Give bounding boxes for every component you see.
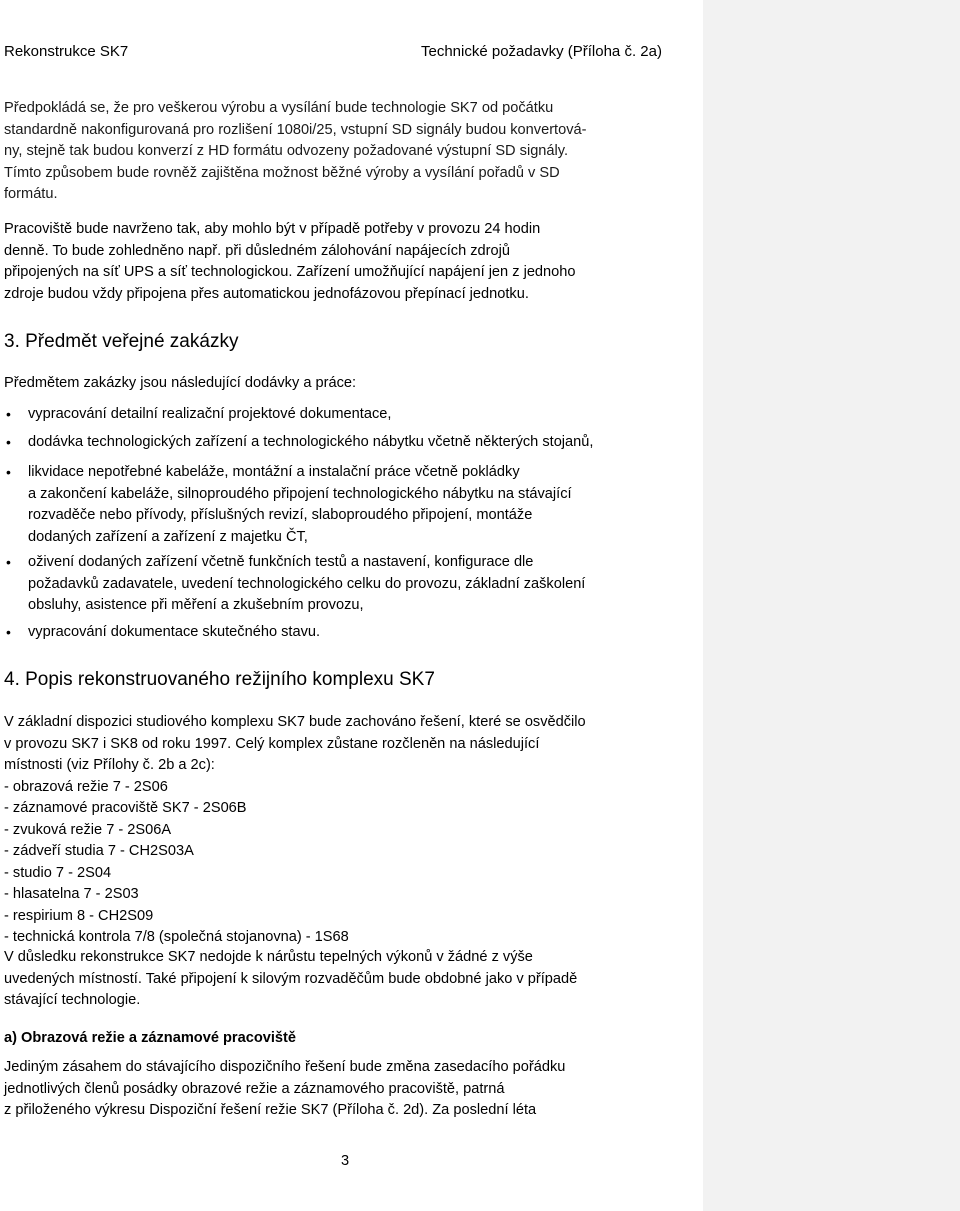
text-line: vypracování dokumentace skutečného stavu. bbox=[28, 624, 321, 640]
text-line: denně. To bude zohledněno např. při důsledném zálohování napájecích zdrojů bbox=[4, 242, 511, 259]
text-line: V základní dispozici studiového komplexu SK7 bude zachováno řešení, které se osvědčilo bbox=[4, 714, 586, 730]
section-3-heading: 3. Předmět veřejné zakázky bbox=[4, 331, 239, 352]
text-line: místnosti (viz Přílohy č. 2b a 2c): bbox=[4, 757, 215, 773]
text-line: standardně nakonfigurovaná pro rozlišení 1080i/25, vstupní SD signály budou konvertová- bbox=[4, 121, 587, 138]
disposition-paragraph bbox=[4, 712, 694, 949]
bullet-icon: • bbox=[6, 406, 11, 422]
text-line: připojených na síť UPS a síť technologickou. Zařízení umožňující napájení jen z jednoho bbox=[4, 264, 576, 280]
text-line: požadavků zadavatele, uvedení technologického celku do provozu, základní zaškolení bbox=[28, 575, 586, 592]
header-left: Rekonstrukce SK7 bbox=[4, 43, 129, 60]
room-list-item: - obrazová režie 7 - 2S06 bbox=[4, 778, 168, 795]
text-line: dodaných zařízení a zařízení z majetku ČT, bbox=[28, 528, 308, 545]
header-right: Technické požadavky (Příloha č. 2a) bbox=[421, 43, 662, 60]
text-line: ny, stejně tak budou konverzí z HD formátu odvozeny požadované výstupní SD signály. bbox=[4, 143, 569, 159]
text-line: formátu. bbox=[4, 186, 58, 202]
text-line: V důsledku rekonstrukce SK7 nedojde k nárůstu tepelných výkonů v žádné z výše bbox=[4, 949, 533, 965]
room-list-item: - hlasatelna 7 - 2S03 bbox=[4, 886, 139, 902]
text-line: a zakončení kabeláže, silnoproudého připojení technologického nábytku na stávající bbox=[28, 485, 572, 502]
room-list-item: - studio 7 - 2S04 bbox=[4, 864, 112, 881]
bullet-icon: • bbox=[6, 554, 11, 570]
text-line: obsluhy, asistence při měření a zkušebním provozu, bbox=[28, 597, 364, 613]
page-number: 3 bbox=[341, 1153, 350, 1169]
intro-paragraph bbox=[4, 98, 694, 206]
text-line: Jediným zásahem do stávajícího dispozičního řešení bude změna zasedacího pořádku bbox=[4, 1059, 566, 1075]
section-3-intro: Předmětem zakázky jsou následující dodávky a práce: bbox=[4, 375, 357, 391]
room-list-item: - technická kontrola 7/8 (společná stojanovna) - 1S68 bbox=[4, 929, 349, 945]
text-line: rozvaděče nebo přívody, příslušných revizí, slaboproudého připojení, montáže bbox=[28, 507, 533, 523]
text-line: uvedených místností. Také připojení k silovým rozvaděčům bude obdobné jako v případě bbox=[4, 970, 578, 987]
room-list-item: - záznamové pracoviště SK7 - 2S06B bbox=[4, 800, 247, 816]
section-4-heading: 4. Popis rekonstruovaného režijního komplexu SK7 bbox=[4, 669, 435, 690]
text-line: likvidace nepotřebné kabeláže, montážní a instalační práce včetně pokládky bbox=[28, 464, 520, 480]
control-room-paragraph bbox=[4, 1057, 694, 1122]
subsection-heading: a) Obrazová režie a záznamové pracoviště bbox=[4, 1030, 297, 1046]
operation-paragraph bbox=[4, 219, 694, 305]
room-list-item: - zvuková režie 7 - 2S06A bbox=[4, 821, 172, 838]
text-line: Tímto způsobem bude rovněž zajištěna možnost běžné výroby a vysílání pořadů v SD bbox=[4, 164, 560, 181]
comment-margin-panel bbox=[703, 0, 960, 1211]
text-line: jednotlivých členů posádky obrazové režie a záznamového pracoviště, patrná bbox=[4, 1080, 505, 1097]
room-list-item: - zádveří studia 7 - CH2S03A bbox=[4, 843, 194, 859]
text-line: v provozu SK7 i SK8 od roku 1997. Celý komplex zůstane rozčleněn na následující bbox=[4, 735, 540, 752]
text-line: z přiloženého výkresu Dispoziční řešení režie SK7 (Příloha č. 2d). Za poslední léta bbox=[4, 1102, 537, 1118]
text-line: Pracoviště bude navrženo tak, aby mohlo být v případě potřeby v provozu 24 hodin bbox=[4, 221, 541, 237]
text-line: zdroje budou vždy připojena přes automatickou jednofázovou přepínací jednotku. bbox=[4, 285, 529, 302]
text-line: oživení dodaných zařízení včetně funkčních testů a nastavení, konfigurace dle bbox=[28, 554, 534, 570]
room-list-item: - respirium 8 - CH2S09 bbox=[4, 907, 154, 924]
text-line: Předpokládá se, že pro veškerou výrobu a vysílání bude technologie SK7 od počátku bbox=[4, 100, 554, 116]
text-line: dodávka technologických zařízení a technologického nábytku včetně některých stojanů, bbox=[28, 434, 594, 450]
text-line: vypracování detailní realizační projektové dokumentace, bbox=[28, 406, 392, 422]
bullet-icon: • bbox=[6, 434, 11, 450]
bullet-icon: • bbox=[6, 464, 11, 480]
text-line: stávající technologie. bbox=[4, 992, 141, 1008]
bullet-icon: • bbox=[6, 624, 11, 640]
thermal-paragraph bbox=[4, 947, 694, 1012]
